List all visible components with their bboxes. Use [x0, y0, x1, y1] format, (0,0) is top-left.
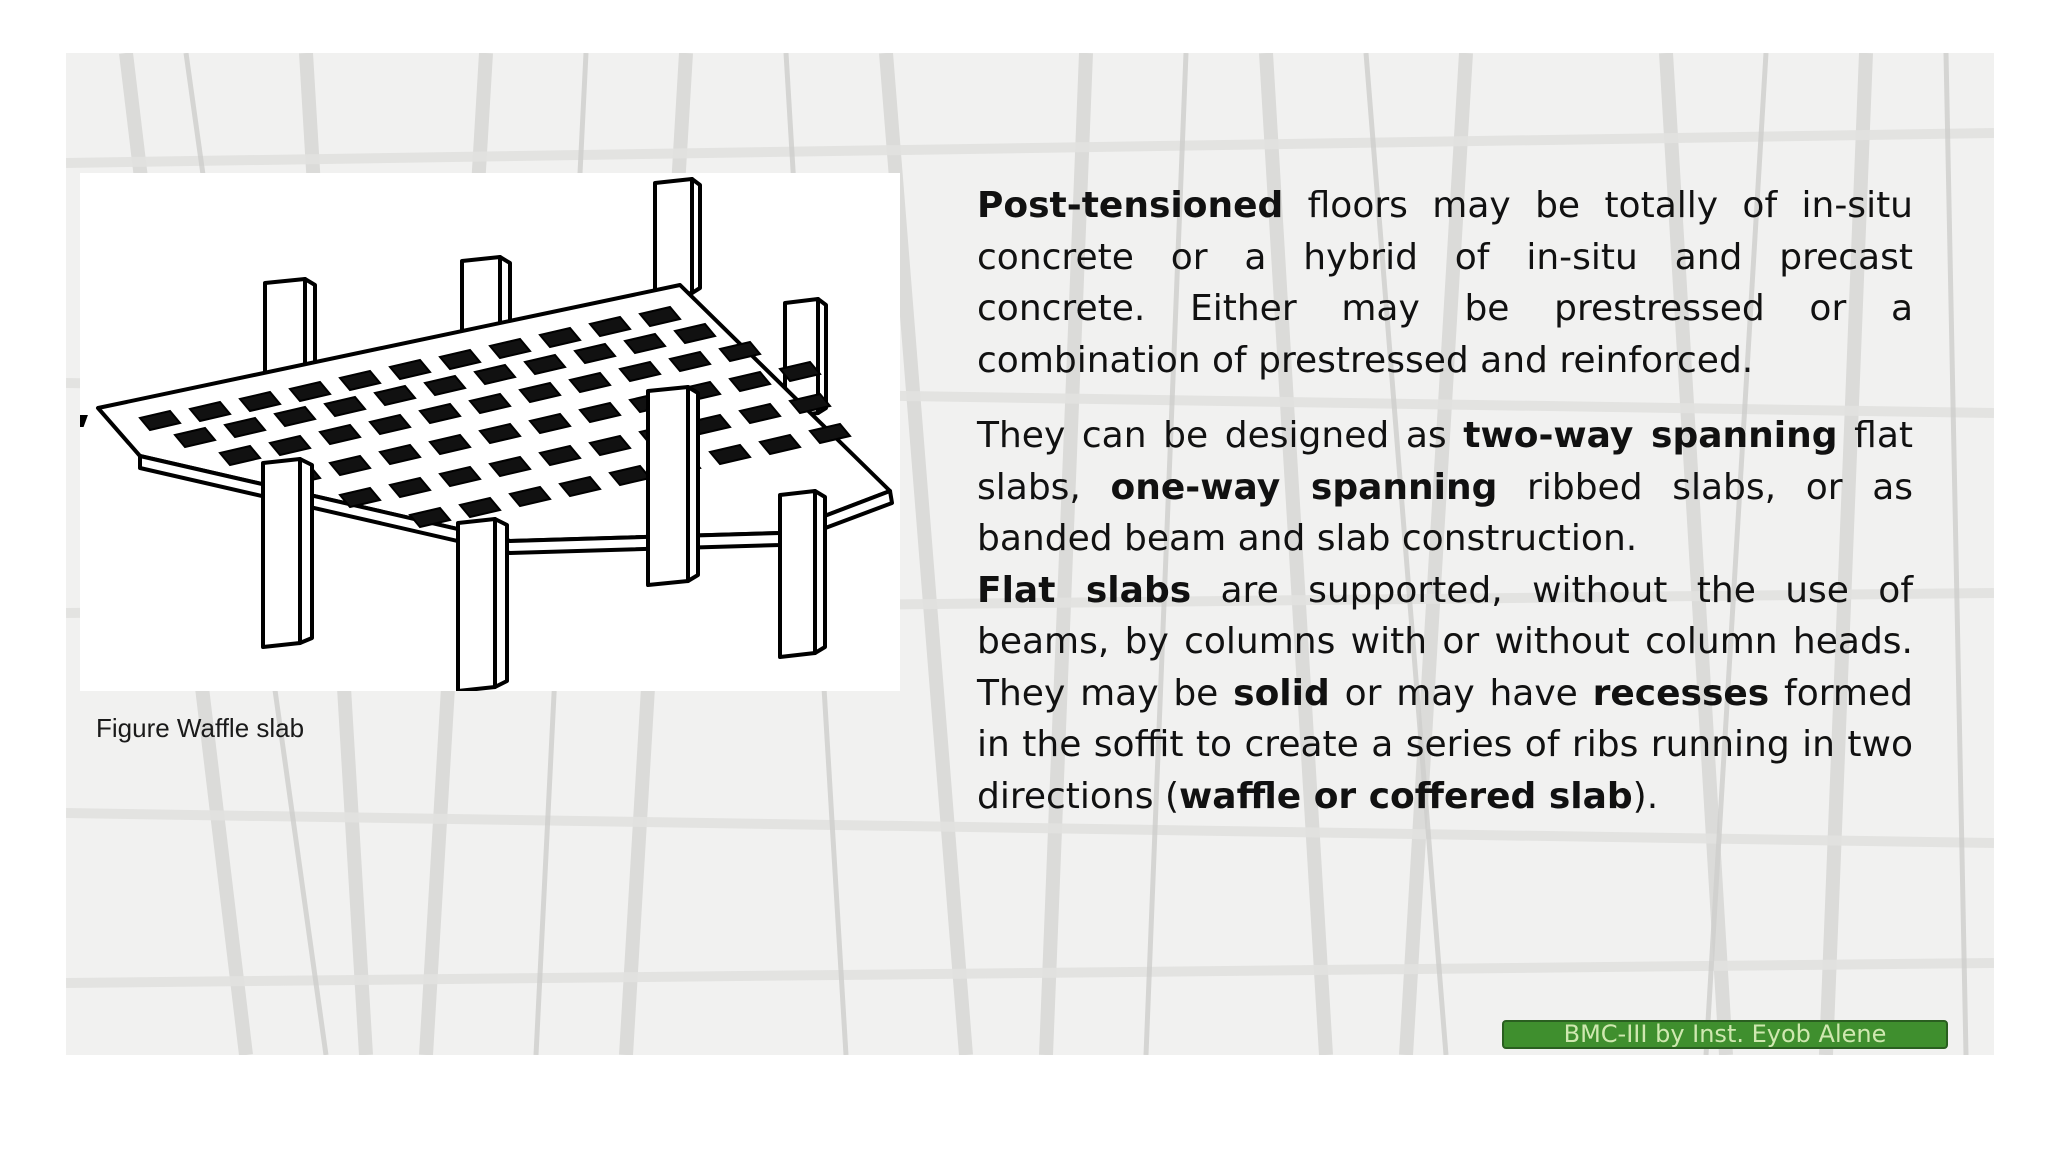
text-bold: recesses: [1592, 672, 1770, 714]
text-run: They can be designed as: [977, 415, 1464, 456]
body-text: [977, 180, 1913, 822]
text-run: flat slabs,: [977, 415, 1914, 508]
text-run: ).: [1632, 775, 1659, 817]
text-run: are supported, without the use of beams, by columns with or without column heads. They may be: [977, 569, 1913, 714]
paragraph-flat-slabs: [977, 565, 1913, 823]
text-bold: solid: [1233, 672, 1330, 714]
waffle-slab-illustration: [80, 173, 900, 691]
text-bold: two-way spanning: [1463, 415, 1838, 456]
text-run: formed in the soffit to create a series of ribs running in two directions (: [977, 672, 1913, 817]
text-bold: Flat slabs: [977, 569, 1192, 611]
paragraph-post-tensioned: [977, 180, 1913, 386]
text-run: or may have: [1329, 672, 1593, 714]
text-bold: one-way spanning: [1110, 466, 1498, 508]
text-bold: Post-tensioned: [977, 185, 1284, 226]
text-bold: waffle or coffered slab: [1179, 775, 1633, 817]
footer-badge: BMC-III by Inst. Eyob Alene: [1502, 1020, 1948, 1049]
text-run: ribbed slabs, or as banded beam and slab construction.: [977, 466, 1914, 559]
text-run: floors may be totally of in-situ concrete or a hybrid of in-situ and precast concrete. Either may be prestressed or a combination of prestressed and reinforced.: [977, 185, 1913, 381]
figure-caption: Figure Waffle slab: [96, 713, 305, 743]
paragraph-spanning: [977, 410, 1913, 565]
